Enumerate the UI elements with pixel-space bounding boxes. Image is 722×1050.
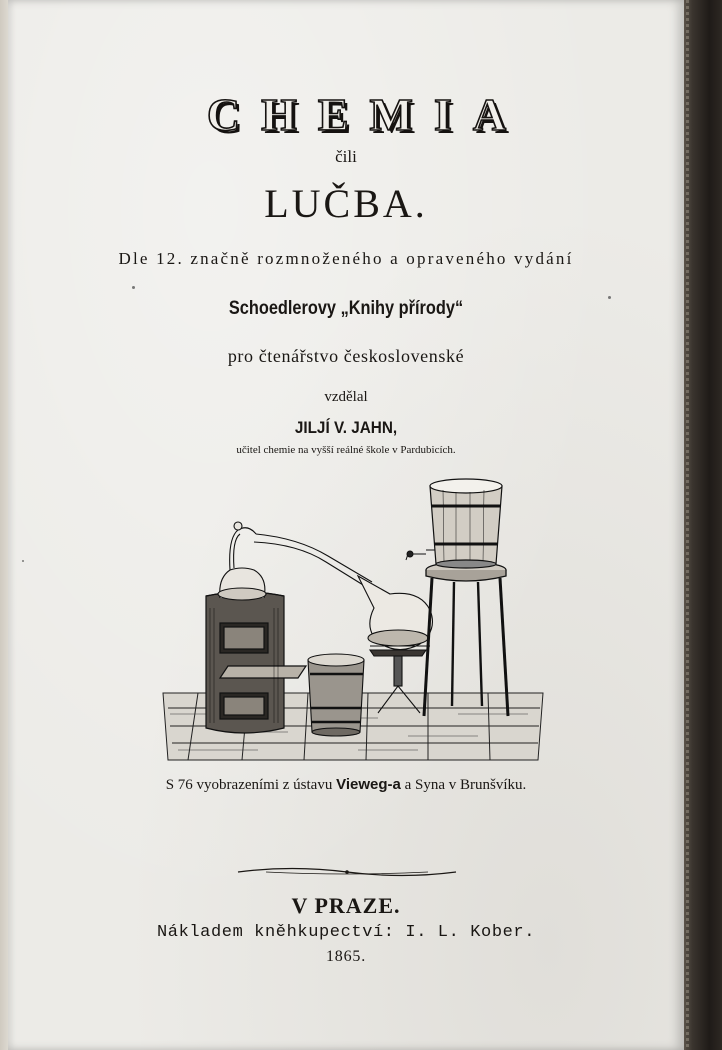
paper-fleck (132, 286, 135, 289)
book-title: CHEMIA (206, 89, 528, 140)
book-subtitle: LUČBA. (264, 181, 428, 226)
source-line: Schoedlerovy „Knihy přírody“ (228, 298, 464, 319)
illustrations-note (8, 776, 684, 794)
illustrations-source: Vieweg-a (336, 776, 401, 793)
author-name: JILJÍ V. JAHN, (294, 418, 398, 437)
place-of-publication: V PRAZE. (291, 893, 401, 918)
book-binding-edge (680, 0, 722, 1050)
paper-fleck (22, 560, 24, 562)
paper-fleck (608, 296, 611, 299)
publication-year: 1865. (326, 948, 366, 965)
illustrations-suffix: a Syna v Brunšvíku. (404, 777, 527, 793)
edition-line: Dle 12. značně rozmnoženého a opraveného vydání (118, 249, 574, 268)
illustrations-prefix: S 76 vyobrazeními z ústavu (165, 777, 333, 793)
audience-line: pro čtenářstvo československé (227, 346, 465, 366)
title-conjunction: čili (335, 147, 357, 166)
publisher-line: Nákladem kněhkupectví: I. L. Kober. (156, 923, 536, 942)
distillation-apparatus-engraving (158, 478, 548, 768)
by-label: vzdělal (324, 389, 368, 405)
author-title: učitel chemie na vyšší reálné škole v Pardubicích. (236, 444, 456, 456)
ornamental-rule (236, 863, 458, 881)
title-page (8, 0, 684, 1050)
